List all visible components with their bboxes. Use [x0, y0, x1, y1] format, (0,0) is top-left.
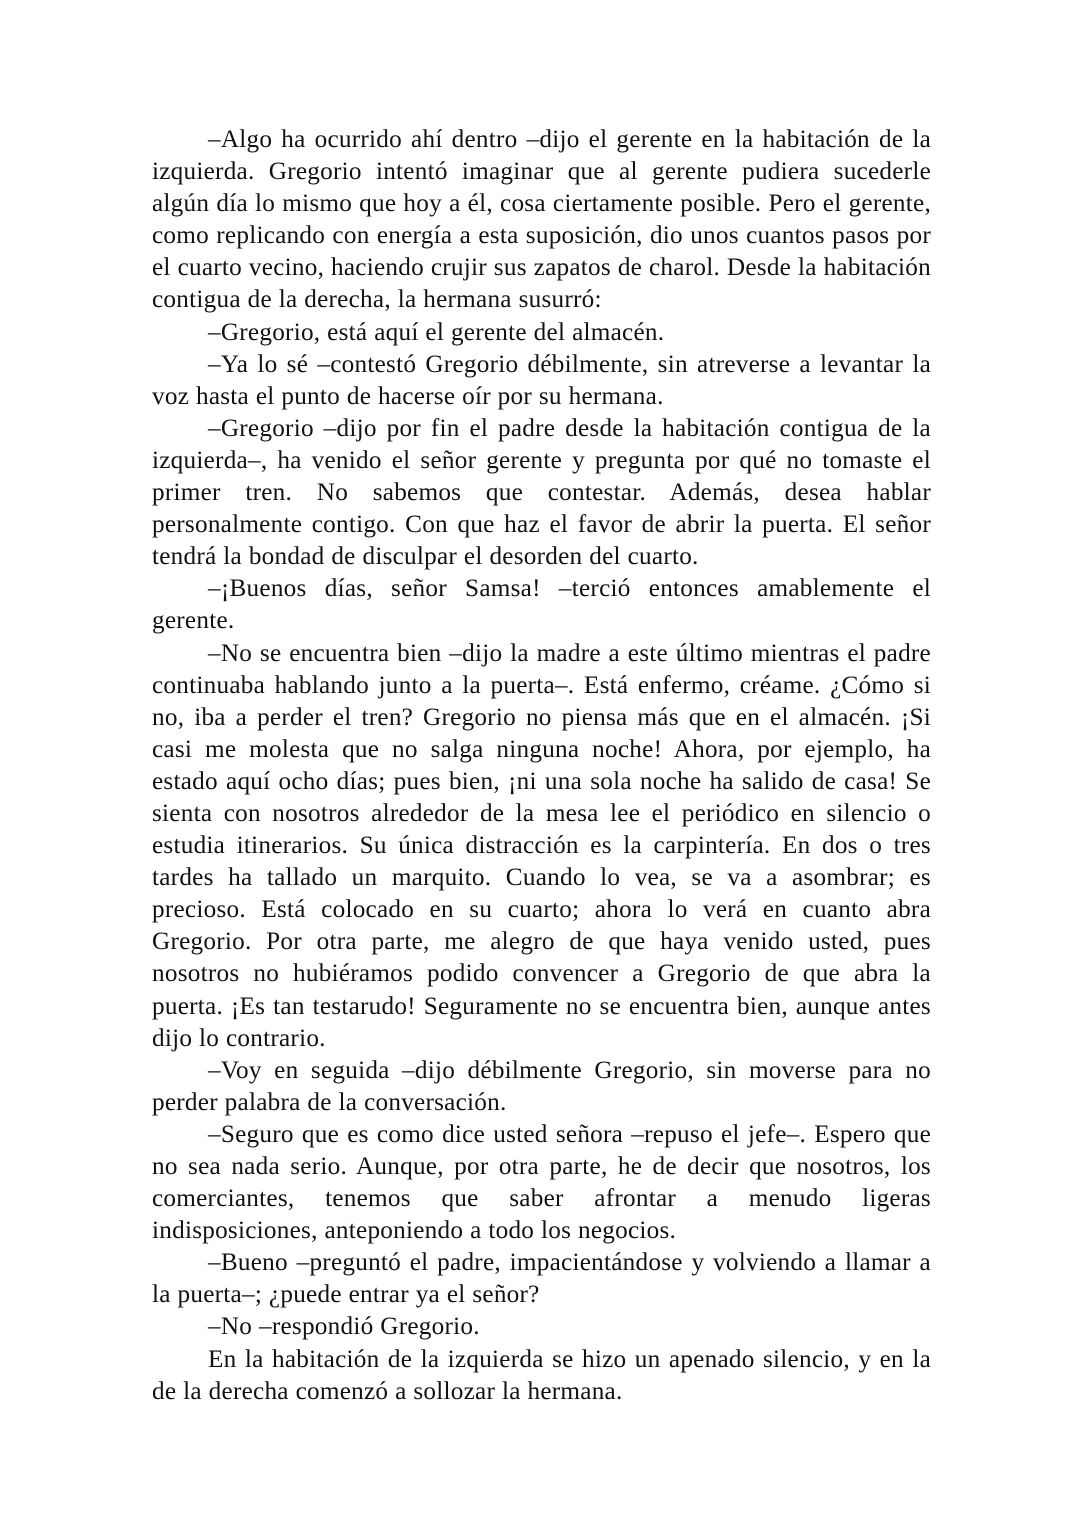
paragraph: En la habitación de la izquierda se hizo un apenado silencio, y en la de la derecha comenzó a sollozar la hermana.: [152, 1345, 931, 1405]
paragraph: –Seguro que es como dice usted señora –repuso el jefe–. Espero que no sea nada serio. Aunque, por otra parte, he de decir que nosotros, los comerciantes, tenemos que saber afrontar a menudo ligeras indisposiciones, anteponiendo a todo los negocios.: [152, 1120, 931, 1245]
paragraph: –¡Buenos días, señor Samsa! –terció entonces amablemente el gerente.: [152, 575, 931, 635]
paragraph: –Voy en seguida –dijo débilmente Gregorio, sin moverse para no perder palabra de la conversación.: [152, 1056, 931, 1116]
paragraph: –Gregorio, está aquí el gerente del almacén.: [208, 318, 665, 346]
paragraph: –Algo ha ocurrido ahí dentro –dijo el gerente en la habitación de la izquierda. Gregorio intentó imaginar que al gerente pudiera sucederle algún día lo mismo que hoy a él, cosa ciertamente posible. Pero el gerente, como replicando con energía a esta suposición, dio unos cuantos pasos por el cuarto vecino, haciendo crujir sus zapatos de charol. Desde la habitación contigua de la derecha, la hermana susurró:: [152, 126, 931, 314]
paragraph: –Bueno –preguntó el padre, impacientándose y volviendo a llamar a la puerta–; ¿puede entrar ya el señor?: [152, 1249, 931, 1309]
paragraph: –Ya lo sé –contestó Gregorio débilmente, sin atreverse a levantar la voz hasta el punto de hacerse oír por su hermana.: [152, 350, 931, 410]
paragraph: –Gregorio –dijo por fin el padre desde la habitación contigua de la izquierda–, ha venido el señor gerente y pregunta por qué no tomaste el primer tren. No sabemos que contestar. Además, desea hablar personalmente contigo. Con que haz el favor de abrir la puerta. El señor tendrá la bondad de disculpar el desorden del cuarto.: [152, 414, 931, 571]
paragraph: –No –respondió Gregorio.: [208, 1313, 480, 1341]
paragraph: –No se encuentra bien –dijo la madre a este último mientras el padre continuaba hablando junto a la puerta–. Está enfermo, créame. ¿Cómo si no, iba a perder el tren? Gregorio no piensa más que en el almacén. ¡Si casi me molesta que no salga ninguna noche! Ahora, por ejemplo, ha estado aquí ocho días; pues bien, ¡ni una sola noche ha salido de casa! Se sienta con nosotros alrededor de la mesa lee el periódico en silencio o estudia itinerarios. Su única distracción es la carpintería. En dos o tres tardes ha tallado un marquito. Cuando lo vea, se va a asombrar; es precioso. Está colocado en su cuarto; ahora lo verá en cuanto abra Gregorio. Por otra parte, me alegro de que haya venido usted, pues nosotros no hubiéramos podido convencer a Gregorio de que abra la puerta. ¡Es tan testarudo! Seguramente no se encuentra bien, aunque antes dijo lo contrario.: [152, 639, 931, 1052]
body-text-column: [152, 124, 931, 1408]
